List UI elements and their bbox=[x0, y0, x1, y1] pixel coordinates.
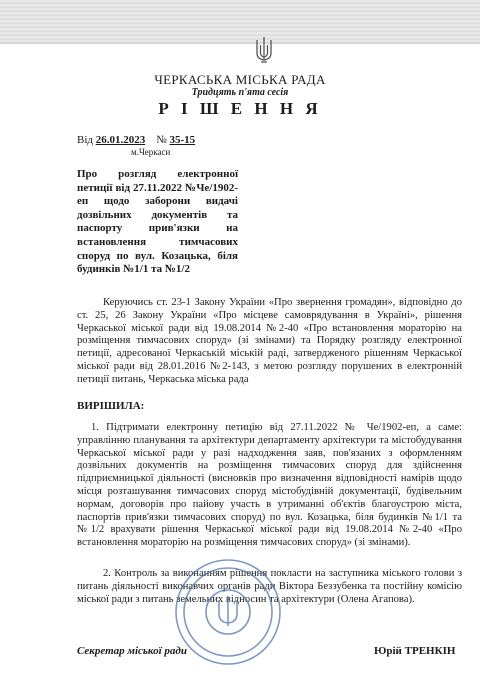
date-prefix: Від bbox=[77, 134, 93, 146]
scan-artifact-band bbox=[0, 0, 480, 42]
document-type-title: Р І Ш Е Н Н Я bbox=[158, 99, 322, 118]
resolution-subject: Про розгляд електронної петиції від 27.11.2022 №Че/1902-еп щодо заборони видачі дозвільних документів та паспорту прив'язки на встановлення тимчасових споруд по вул. Козацька, біля будинків №1/1 та №1/2 bbox=[77, 168, 238, 276]
number-prefix: № bbox=[156, 134, 167, 146]
decision-item-2: 2. Контроль за виконанням рішення покласти на заступника міського голови з питань діяльності виконавчих органів ради Віктора Беззубенка та постійну комісію міської ради з питань земельних відносин та архітектури (Олена Агапова). bbox=[77, 568, 462, 605]
decided-heading: ВИРІШИЛА: bbox=[77, 400, 145, 412]
preamble-paragraph: Керуючись ст. 23-1 Закону України «Про звернення громадян», відповідно до ст. 25, 26 Закону України «Про місцеве самоврядування в Україні», рішення Черкаської міської ради від 19.08.2014 №2-40 «Про встановлення мораторію на розміщення тимчасових споруд» (зі змінами) та Порядку розгляду електронної петиції, адресованої Черкаській міській раді, затвердженого рішенням Черкаської міської ради від 28.01.2016 №2-143, з метою розгляду порушених в електронній петиції питань, Черкаська міська рада bbox=[77, 297, 462, 385]
trident-emblem-icon bbox=[254, 36, 274, 64]
council-name: ЧЕРКАСЬКА МІСЬКА РАДА bbox=[154, 72, 326, 87]
scan-artifact-edge bbox=[0, 42, 480, 44]
city-label: м.Черкаси bbox=[131, 147, 171, 157]
decision-item-1: 1. Підтримати електронну петицію від 27.11.2022 № Че/1902-еп, а саме: управлінню планування та архітектури департаменту архітектури та містобудування Черкаської міської ради у разі надходження заяв, пов'язаних з оформленням дозвільних документів на розміщення тимчасових споруд для здійснення підприємницької діяльності (висновків про визначення відповідності намірів щодо місця розташування тимчасових споруд містобудівній документації, будівельним нормам, договорів про пайову участь в утриманні об'єктів благоустрою міста, паспортів прив'язки тимчасових споруд) по вул. Козацька, біля будинків №1/1 та №1/2 врахувати рішення Черкаської міської ради від 19.08.2014 №2-40 «Про встановлення мораторію на розміщення тимчасових споруд» (зі змінами). bbox=[77, 422, 462, 549]
date-number-line bbox=[77, 134, 195, 146]
resolution-date: 26.01.2023 bbox=[95, 134, 146, 146]
session-label: Тридцять п'ята сесія bbox=[191, 87, 289, 98]
resolution-number: 35-15 bbox=[169, 134, 196, 146]
signature-title: Секретар міської ради bbox=[77, 645, 187, 657]
signature-name: Юрій ТРЕНКІН bbox=[374, 645, 456, 657]
official-seal-stamp bbox=[172, 556, 284, 668]
